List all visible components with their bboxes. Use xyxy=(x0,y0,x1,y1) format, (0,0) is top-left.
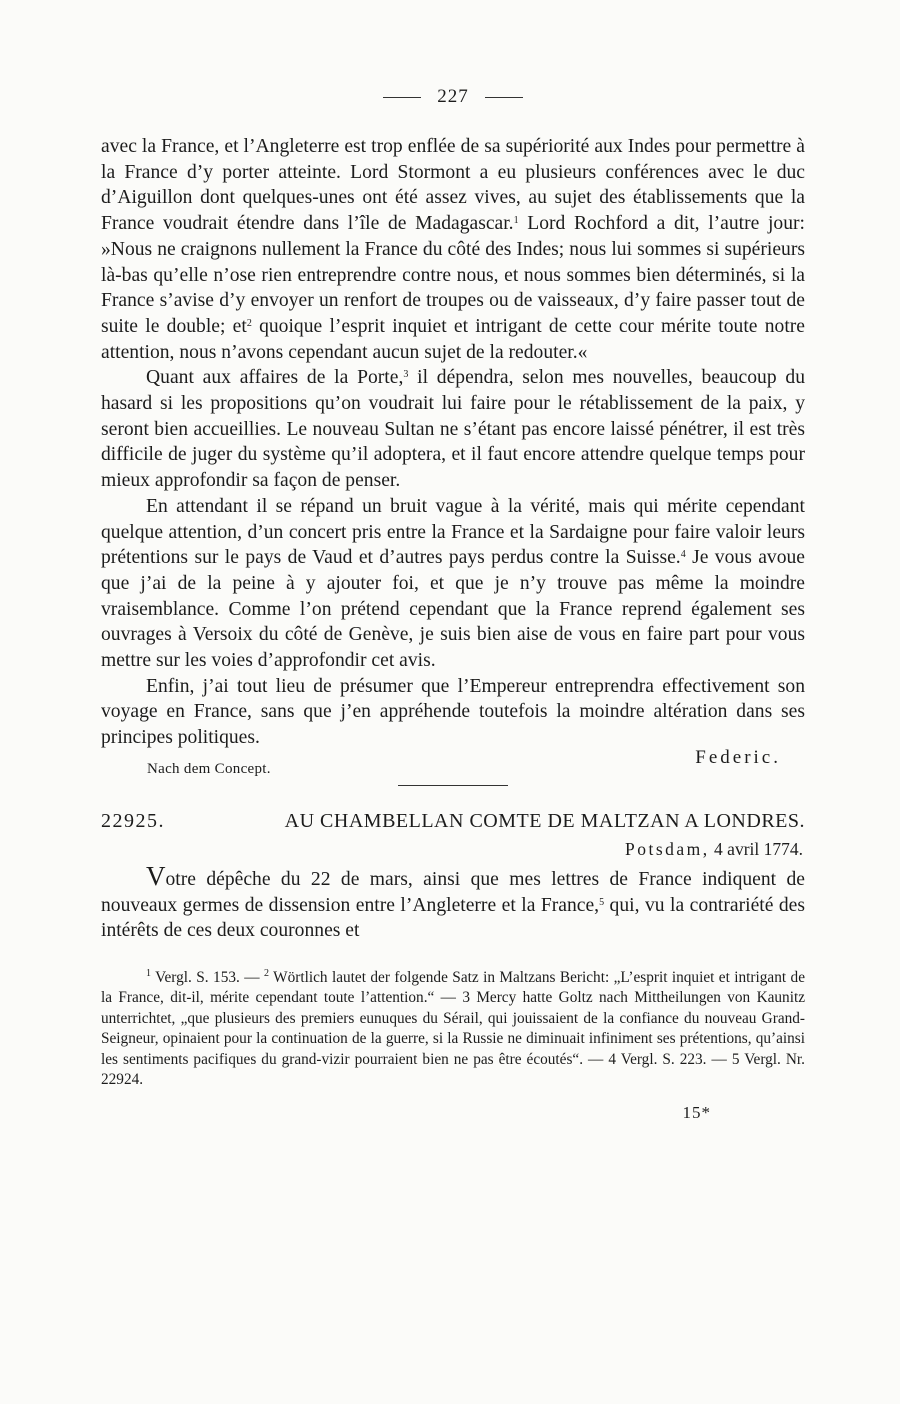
date: 4 avril 1774. xyxy=(714,838,803,859)
letter-title: AU CHAMBELLAN COMTE DE MALTZAN A LONDRES. xyxy=(284,809,805,832)
paragraph-4: Enfin, j’ai tout lieu de présumer que l’Empereur entreprendra effectivement son voyage en France, sans que j’en appréhende toutefois la moindre altération dans ses principes politiques. xyxy=(101,675,805,749)
letter-body xyxy=(101,134,805,781)
signature: Federic. xyxy=(695,746,781,768)
closing-row xyxy=(101,746,805,781)
initial-letter: V xyxy=(146,860,166,891)
paragraph-5: Votre dépêche du 22 de mars, ainsi que mes lettres de France indiquent de nouveaux germes de dissension entre l’Angleterre et la France,$^5$ qui, vu la contrariété des intérêts de ces deux couronnes et xyxy=(101,860,805,942)
paragraph-1: avec la France, et l’Angleterre est trop enflée de sa supériorité aux Indes pour permettre à la France d’y porter atteinte. Lord Stormont a eu plusieurs conférences avec le duc d’Aiguillon dont quelques-unes ont été assez vives, au sujet des établissements que la France voudrait étendre dans l’île de Madagascar.$^1$ Lord Rochford a dit, l’autre jour: »Nous ne craignons nullement la France du côté des Indes; nous lui sommes si supérieurs là-bas qu’elle n’ose rien entreprendre contre nous, et nous sommes bien déterminés, si la France s’avise d’y envoyer un renfort de troupes ou de vaisseaux, d’y faire passer tout de suite le double; $et^2$ quoique l’esprit inquiet et intrigant de cette cour mérite toute notre attention, nous n’avons cependant aucun sujet de la redouter.« xyxy=(101,136,805,363)
section-divider xyxy=(398,785,508,786)
place-date xyxy=(101,839,803,860)
footnote-ref-1: 1 xyxy=(513,215,519,227)
footnote-text: $^1$ Vergl. S. 153. — $^2$ Wörtlich lautet der folgende Satz in Maltzans Bericht: „L’esprit inquiet et intrigant de la France, dit-il, mérite cependant toute l’attention.“ — 3 Mercy hatte Goltz nach Mittheilungen von Kaunitz unterrichtet, „que plusieurs des premiers eunuques du Sérail, qui jouissaient de la confiance du nouveau Grand-Seigneur, opinaient pour la continuation de la guerre, si la Russie ne diminuait infiniment ses prétentions, qu’ainsi les sentiments pacifiques du grand-vizir pourraient bien ne pas être écoutés“. — 4 Vergl. S. 223. — 5 Vergl. Nr. 22924. xyxy=(101,967,805,1089)
paragraph-3: En attendant il se répand un bruit vague à la vérité, mais qui mérite cependant quelque attention, d’un concert pris entre la France et la Sardaigne pour faire valoir leurs prétentions sur le pays de Vaud et d’autres pays perdus contre la Suisse.$^4$ Je vous avoue que j’ai de la peine à y ajouter foi, et que je n’y trouve pas même la moindre vraisemblance. Comme l’on prétend cependant que la France reprend également ses ouvrages à Versoix du côté de Genève, je suis bien aise de vous en faire part pour vous mettre sur les voies d’approfondir cet avis. xyxy=(101,495,805,672)
paragraph-2: Quant aux affaires de la Porte,$^3$ il dépendra, selon mes nouvelles, beaucoup du hasard si les propositions qu’on voudrait lui faire pour le rétablissement de la paix, y seront bien accueillies. Le nouveau Sultan ne s’étant pas encore laissé pénétrer, il est très difficile de juger du système qu’il adoptera, et il faut encore attendre quelque temps pour mieux approfondir sa façon de penser. xyxy=(101,367,805,492)
footnotes xyxy=(101,968,805,1091)
footnote-ref-4: 4 xyxy=(680,549,686,561)
footnote-ref-5: 5 xyxy=(599,896,605,908)
source-note: Nach dem Concept. xyxy=(147,760,271,777)
header-rule-left xyxy=(383,97,421,98)
letter-number: 22925. xyxy=(101,809,165,832)
footnote-ref-3: 3 xyxy=(403,369,409,381)
page-number: 227 xyxy=(437,86,469,107)
page-header xyxy=(101,86,805,108)
footnote-ref-2: 2 xyxy=(246,317,252,329)
place: Potsdam, xyxy=(625,838,710,859)
sheet-mark: 15* xyxy=(682,1102,711,1122)
document-page xyxy=(101,86,805,1123)
letter-heading xyxy=(101,810,805,833)
header-rule-right xyxy=(485,97,523,98)
